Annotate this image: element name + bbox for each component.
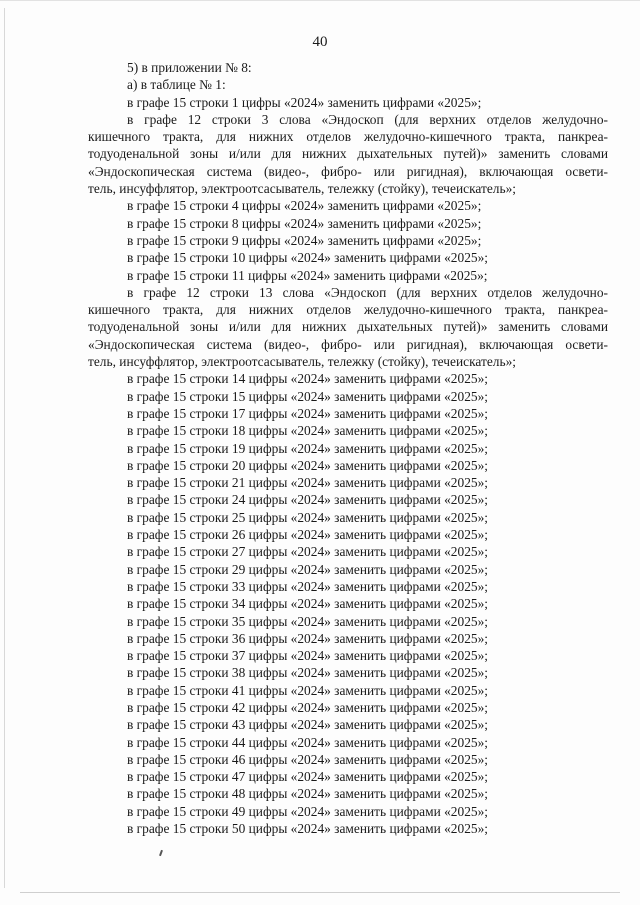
scan-top-edge [0,0,640,1]
text-line: в графе 15 строки 44 цифры «2024» заменить цифрами «2025»; [127,734,488,750]
page-number: 40 [312,34,328,50]
text-line: в графе 15 строки 10 цифры «2024» заменить цифрами «2025»; [127,250,488,266]
scan-bottom-edge [20,892,620,893]
text-line: в графе 15 строки 14 цифры «2024» заменить цифрами «2025»; [127,371,488,387]
text-line: в графе 15 строки 41 цифры «2024» заменить цифрами «2025»; [127,682,488,698]
text-line: в графе 15 строки 21 цифры «2024» заменить цифрами «2025»; [127,475,488,491]
text-line: в графе 15 строки 48 цифры «2024» заменить цифрами «2025»; [127,786,488,802]
text-line: в графе 15 строки 36 цифры «2024» заменить цифрами «2025»; [127,630,488,646]
text-line: в графе 15 строки 20 цифры «2024» заменить цифрами «2025»; [127,457,488,473]
text-line: в графе 15 строки 49 цифры «2024» заменить цифрами «2025»; [127,803,488,819]
text-line: в графе 15 строки 1 цифры «2024» заменить цифрами «2025»; [127,94,482,110]
text-line: в графе 15 строки 47 цифры «2024» заменить цифрами «2025»; [127,769,488,785]
text-line: кишечного тракта, для нижних отделов желудочно-кишечного тракта, панкреа- [88,302,608,318]
text-line: в графе 12 строки 13 слова «Эндоскоп (для верхних отделов желудочно- [127,284,608,300]
text-line: в графе 15 строки 33 цифры «2024» заменить цифрами «2025»; [127,578,488,594]
scan-left-edge [4,8,5,888]
text-line: в графе 15 строки 11 цифры «2024» заменить цифрами «2025»; [127,267,488,283]
text-line: в графе 15 строки 9 цифры «2024» заменить цифрами «2025»; [127,232,482,248]
text-line: в графе 15 строки 17 цифры «2024» заменить цифрами «2025»; [127,405,488,421]
text-line: в графе 15 строки 46 цифры «2024» заменить цифрами «2025»; [127,751,488,767]
text-line: тодуоденальной зоны и/или для нижних дыхательных путей)» заменить словами [88,319,608,335]
text-line: тодуоденальной зоны и/или для нижних дыхательных путей)» заменить словами [88,146,608,162]
text-line: в графе 15 строки 15 цифры «2024» заменить цифрами «2025»; [127,388,488,404]
text-line: в графе 15 строки 19 цифры «2024» заменить цифрами «2025»; [127,440,488,456]
text-line: «Эндоскопическая система (видео-, фибро- или ригидная), включающая освети- [88,163,608,179]
text-line: 5) в приложении № 8: [127,60,252,75]
scan-speck [159,850,163,856]
text-line: в графе 15 строки 43 цифры «2024» заменить цифрами «2025»; [127,717,488,733]
text-line: в графе 15 строки 24 цифры «2024» заменить цифрами «2025»; [127,492,488,508]
text-line: в графе 15 строки 26 цифры «2024» заменить цифрами «2025»; [127,527,488,543]
text-line: в графе 15 строки 34 цифры «2024» заменить цифрами «2025»; [127,596,488,612]
text-line: кишечного тракта, для нижних отделов желудочно-кишечного тракта, панкреа- [88,129,608,145]
text-line: в графе 15 строки 29 цифры «2024» заменить цифрами «2025»; [127,561,488,577]
text-line: в графе 15 строки 37 цифры «2024» заменить цифрами «2025»; [127,648,488,664]
text-line: в графе 15 строки 42 цифры «2024» заменить цифрами «2025»; [127,699,488,715]
text-line: в графе 15 строки 25 цифры «2024» заменить цифрами «2025»; [127,509,488,525]
text-line: в графе 15 строки 50 цифры «2024» заменить цифрами «2025»; [127,821,488,837]
text-line: тель, инсуффлятор, электроотсасыватель, тележку (стойку), течеискатель»; [88,181,516,197]
text-line: в графе 12 строки 3 слова «Эндоскоп (для верхних отделов желудочно- [127,111,608,127]
text-line: в графе 15 строки 38 цифры «2024» заменить цифрами «2025»; [127,665,488,681]
text-line: «Эндоскопическая система (видео-, фибро- или ригидная), включающая освети- [88,336,608,352]
text-line: в графе 15 строки 8 цифры «2024» заменить цифрами «2025»; [127,215,482,231]
text-line: а) в таблице № 1: [127,77,226,93]
document-body [88,59,608,837]
text-line: в графе 15 строки 27 цифры «2024» заменить цифрами «2025»; [127,544,488,560]
text-line: тель, инсуффлятор, электроотсасыватель, тележку (стойку), течеискатель»; [88,354,516,370]
text-line: в графе 15 строки 4 цифры «2024» заменить цифрами «2025»; [127,198,482,214]
text-line: в графе 15 строки 18 цифры «2024» заменить цифрами «2025»; [127,423,488,439]
text-line: в графе 15 строки 35 цифры «2024» заменить цифрами «2025»; [127,613,488,629]
